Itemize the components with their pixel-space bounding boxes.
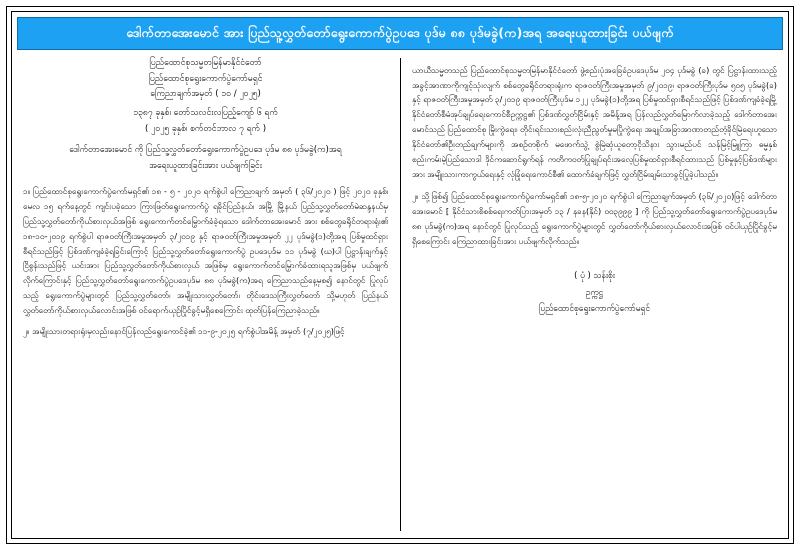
header-announcement-number: ကြေညာချက်အမှတ် ( ၁၀ / ၂၀၂၅) (150, 89, 261, 100)
headline-banner: ဒေါက်တာအေးမောင် အား ပြည်သူ့လွှတ်တော်ရွေးကောက်ပွဲဥပဒေ ပုဒ်မ ၈၈ ပုဒ်မခွဲ(က)အရ အရေးယူထားခြင်း ပယ်ဖျက် (17, 17, 783, 50)
right-column (400, 56, 783, 533)
document-header (23, 56, 388, 175)
right-paragraph-2: ၂။ သို့ဖြစ်၍ ပြည်ထောင်စုရွေးကောက်ပွဲကော်မရှင်၏ ၁၈-၅-၂၀၂၀ ရက်စွဲပါ ကြေညာချက်အမှတ် (၃၆/၂၀၂၀)ဖြင့် ဒေါက်တာအေးမောင် [ နိုင်ငံသားစိစစ်ရေးကတ်ပြားအမှတ် ၁၃ / နခန(နိုင်) ၀၀၃၉၉၉ ] ကို ပြည်သူ့လွှတ်တော်ရွေးကောက်ပွဲဥပဒေပုဒ်မ ၈၈ ပုဒ်မခွဲ(က)အရ နောင်တွင် ပြုလုပ်သည့် ရွေးကောက်ပွဲများတွင် လွှတ်တော်ကိုယ်စားလှယ်လောင်းအဖြစ် ဝင်ပါယှဉ်ပြိုင်ခွင့်မရှိစေကြောင်း ကြေညာထားခြင်းအား ပယ်ဖျက်လိုက်သည်။ (412, 191, 777, 246)
inner-border (11, 11, 789, 539)
signature-name: ( ပုံ ) သန်းစိုး (574, 269, 615, 280)
header-country: ပြည်ထောင်စုသမ္မတမြန်မာနိုင်ငံတော် (149, 57, 262, 68)
left-paragraph-1: ၁။ ပြည်ထောင်စုရွေးကောက်ပွဲကော်မရှင်၏ ၁၈ - ၅ - ၂၀၂၀ ရက်စွဲပါ ကြေညာချက် အမှတ် ( ၃၆/၂၀၂၀ ) ဖြင့် ၂၀၂၀ ခုနှစ်၊ မေလ ၁၅ ရက်နေ့တွင် ကျင်းပခဲ့သော ကြားဖြတ်ရွေးကောက်ပွဲ ရခိုင်ပြည်နယ်၊ အမြို့ မြို့နယ် ပြည်သူ့လွှတ်တော်မဲဆန္ဒနယ်မှ ပြည်သူ့လွှတ်တော်ကိုယ်စားလှယ်အဖြစ် ရွေးကောက်တင်မြှောက်ခံခဲ့ရသော ဒေါက်တာအေးမောင် အား စစ်တွေခရိုင်တရားရုံး၏ ၁၈-၁၀-၂၀၁၉ ရက်စွဲပါ ရာဇဝတ်ကြီးအမှုအမှတ် ၃/၂၀၁၉ နှင့် ရာဇဝတ်ကြီးအမှုအမှတ် ၂၂ ပုဒ်မခွဲ(၁)တို့အရ ပြစ်မှုထင်ရှားစီရင်သည်ဖြင့် ပြစ်ဒဏ်ကျခံခဲ့ရခြင်းကြောင့် ပြည်သူ့လွှတ်တော်ရွေးကောက်ပွဲ ဥပဒေပုဒ်မ ၁၁ ပုဒ်မခွဲ (ဃ)ပါ ပြဋ္ဌာန်းချက်နှင့်ငြိစွန်းသည်ဖြင့် ယင်းအား ပြည်သူ့လွှတ်တော်ကိုယ်စားလှယ် အဖြစ်မှ ရွေးကောက်တင်မြှောက်ခံထားရသူအဖြစ်မှ ပယ်ဖျက်လိုက်ကြောင်းနှင့် ပြည်သူ့လွှတ်တော်ရွေးကောက်ပွဲဥပဒေပုဒ်မ ၈၈ ပုဒ်မခွဲ(က)အရ ကြေညာသည်နေ့မှစ၍ နောင်တွင် ပြုလုပ်သည့် ရွေးကောက်ပွဲများတွင် ပြည်သူ့လွှတ်တော်၊ အမျိုးသားလွှတ်တော်၊ တိုင်းဒေသကြီးလွှတ်တော် သို့မဟုတ် ပြည်နယ်လွှတ်တော်ကိုယ်စားလှယ်လောင်းအဖြစ် ဝင်ရောက်ယှဉ်ပြိုင်ခွင့်မရှိစေကြောင်း ထုတ်ပြန်ကြေညာခဲ့သည်။ (23, 185, 388, 316)
header-date-gregorian: ( ၂၀၂၅ ခုနှစ်၊ စက်တင်ဘာလ ၇ ရက် ) (144, 124, 267, 135)
header-commission: ပြည်ထောင်စုရွေးကောက်ပွဲကော်မရှင် (148, 73, 263, 84)
header-date-burmese: ၁၃၈၇ ခုနှစ်၊ တော်သလင်းလပြည့်ကျော် ၆ ရက် (133, 108, 278, 119)
body-columns (17, 56, 783, 533)
left-paragraph-2: ၂။ အမျိုးသားတရားရုံးမှလည်းနောင်ပြန်လည်ရွေးကောင်ခဲ့၏ ၁၁-၉-၂၀၂၅ ရက်စွဲပါအမိန့် အမှတ် (၇/၂၀၂၅)ဖြင့် (23, 326, 345, 337)
header-subject-line-1: ဒေါက်တာအေးမောင် ကို ပြည်သူ့လွှတ်တော်ရွေးကောက်ပွဲဥပဒေ ပုဒ်မ ၈၈ ပုဒ်မခွဲ(က)အရ (69, 145, 342, 156)
header-subject-line-2: အရေးယူထားခြင်းအား ပယ်ဖျက်ခြင်း (149, 160, 262, 171)
left-column (17, 56, 400, 533)
signature-position: ဥက္ကဋ္ဌ (585, 286, 604, 297)
signature-block (412, 267, 777, 317)
right-paragraph-1: ယာယီသမ္မတသည် ပြည်ထောင်စုသမ္မတမြန်မာနိုင်ငံတော် ဖွဲ့စည်းပုံအခြေခံဥပဒေပုဒ်မ ၂၀၄ ပုဒ်မခွဲ (ခ) တွင် ပြဋ္ဌာန်းထားသည့် အခွင့်အာဏာကိုကျင့်သုံးလျက် စစ်တွေခရိုင်တရားရုံးက ရာဇဝတ်ကြီးအမှုအမှတ် ၉/၂၀၁၉၊ ရာဇဝတ်ကြီးပုဒ်မ ၅၀၅ ပုဒ်မခွဲ(ခ) နှင့် ရာဇဝတ်ကြီးအမှုအမှတ် ၃/၂၀၁၉ ရာဇဝတ်ကြီးပုဒ်မ ၁၂၂ ပုဒ်မခွဲ(၁)တို့အရ ပြစ်မှုထင်ရှားစီရင်သည်ဖြင့် ပြစ်ဒဏ်ကျခံခဲ့ရမြို့ နိုင်ငံတော်စီမံအုပ်ချုပ်ရေးကောင်စီဥက္ကဋ္ဌ၏ ပြစ်ဒဏ်လွှတ်ငြိမ်းနှင့် အမိန့်အရ ပြန်လည်လွှတ်မြောက်လာခဲ့သည့် ဒေါက်တာအေးမောင်သည် ပြည်ထောင်စု မြိုးကွဲရေး၊ တိုင်းရင်းသားစည်းလုံးညီညွတ်မှုမပြိုကွဲရေး အချုပ်အခြာအာဏာတည်တံ့ခိုင်မြဲရေးဟူသော နိုင်ငံတော်၏ဦးတည်ချက်များကို အစဉ်တစိုက် မဖောက်သွဲ့ စွဲမြဲဆုံယူတော့ငိုသိနား သွားမည်ပင် သန်မြင့်မြူကြာ ဓမ္မနှစ်စည်းကမ်းမဲ့ပြည်သောဒါ ဒိုင်ကဆောင်ရွက်ရန် ကတိကဝတ်ပြုချုပ်ရင်းအလေ့ပြစ်မှုထင်ရှားစီရင်ထားသည် ပြစ်မှုနှင့်ပြစ်ဒဏ်များအား အမျိုးသားကာကွယ်ရေးနှင့် လုံခြုံရေးကောင်စီ၏ ထောက်ခံချက်ဖြင့် လွှတ်ငြိမ်းချမ်းသာခွင့်ပြုခဲ့ပါသည်။ (412, 64, 777, 180)
outer-border (6, 6, 794, 544)
signature-office: ပြည်ထောင်စုရွေးကောက်ပွဲကော်မရှင် (539, 303, 650, 314)
